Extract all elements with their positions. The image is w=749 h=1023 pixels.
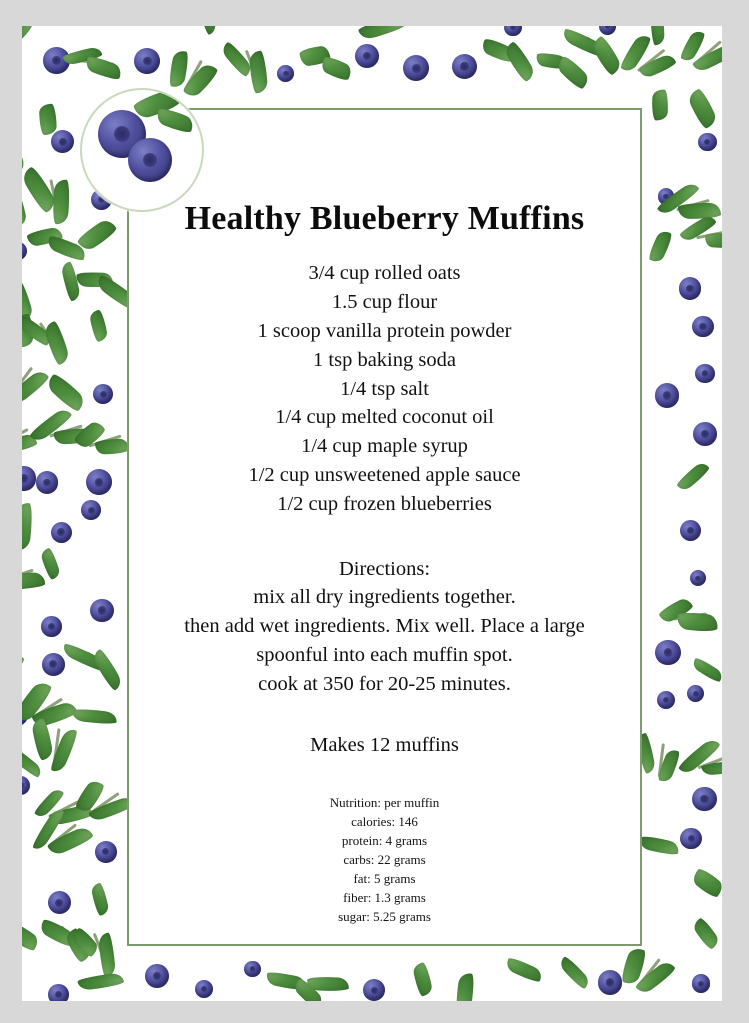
nutrition-row: protein: 4 grams [341, 833, 428, 849]
berry-icon [42, 653, 65, 676]
leaf-icon [39, 104, 56, 136]
nutrition-heading: Nutrition: per muffin [329, 795, 440, 811]
list-item: 1/2 cup frozen blueberries [277, 492, 492, 515]
leaf-icon [555, 54, 592, 92]
directions-line: cook at 350 for 20-25 minutes. [258, 672, 511, 695]
leaf-icon [22, 652, 27, 683]
nutrition-row: fiber: 1.3 grams [343, 890, 426, 906]
leaf-icon [88, 309, 107, 342]
directions-heading: Directions: [338, 557, 431, 580]
list-item: 1/2 cup unsweetened apple sauce [248, 463, 521, 486]
berry-icon [93, 384, 113, 404]
leaf-icon [91, 648, 124, 692]
berry-icon [244, 961, 260, 977]
list-item: 1/4 cup maple syrup [301, 435, 468, 458]
berry-icon [51, 522, 72, 543]
leaf-icon [412, 962, 434, 998]
page-title: Healthy Blueberry Muffins [184, 200, 585, 237]
leaf-icon [40, 547, 62, 580]
berry-icon [692, 787, 717, 812]
berry-icon [504, 26, 521, 36]
recipe-card [22, 26, 722, 1001]
nutrition-section [132, 793, 637, 926]
leaf-icon [49, 727, 80, 775]
ingredients-list [132, 259, 637, 518]
berry-icon [22, 242, 27, 260]
berry-icon [145, 964, 169, 988]
berry-icon [48, 984, 69, 1001]
leaf-icon [646, 228, 674, 264]
berry-icon [95, 841, 117, 863]
leaf-icon [678, 203, 721, 219]
berry-icon [657, 691, 675, 709]
leaf-icon [417, 26, 458, 27]
berry-icon [195, 980, 213, 998]
leaf-icon [704, 231, 722, 248]
leaf-icon [94, 439, 128, 455]
recipe-content [132, 112, 637, 942]
list-item: 1/4 tsp salt [340, 377, 429, 400]
leaf-icon [504, 955, 545, 985]
berry-icon [599, 26, 616, 35]
leaf-icon [51, 179, 71, 225]
berry-icon [655, 640, 680, 665]
leaf-icon [676, 611, 719, 634]
berry-icon [81, 500, 101, 520]
leaf-icon [650, 26, 664, 45]
leaf-icon [638, 833, 681, 857]
berry-icon [363, 979, 385, 1001]
berry-icon [134, 48, 160, 74]
berry-icon [22, 466, 36, 490]
leaf-icon [77, 973, 124, 992]
leaf-icon [72, 707, 118, 725]
leaf-icon [22, 26, 35, 48]
leaf-icon [22, 572, 46, 590]
berry-icon [598, 970, 622, 994]
nutrition-row: fat: 5 grams [353, 871, 416, 887]
leaf-icon [84, 53, 125, 82]
leaf-icon [652, 89, 669, 120]
berry-icon [277, 65, 294, 82]
leaf-icon [195, 26, 217, 36]
leaf-icon [697, 26, 722, 28]
leaf-icon [691, 656, 722, 685]
berry-icon [687, 685, 704, 702]
leaf-icon [558, 954, 593, 990]
leaf-icon [358, 26, 407, 41]
leaf-icon [319, 54, 354, 83]
nutrition-row: carbs: 22 grams [343, 852, 426, 868]
leaf-icon [553, 26, 594, 29]
berry-icon [692, 316, 714, 338]
nutrition-row: calories: 146 [351, 814, 418, 830]
berry-icon [452, 54, 477, 79]
leaf-icon [22, 127, 27, 174]
berry-icon [692, 974, 710, 992]
list-item: 3/4 cup rolled oats [308, 262, 461, 285]
berry-icon [90, 599, 114, 623]
berry-icon [693, 422, 717, 446]
list-item: 1/4 cup melted coconut oil [275, 406, 494, 429]
leaf-icon [22, 187, 28, 227]
leaf-icon [249, 50, 268, 94]
berry-icon [51, 130, 74, 153]
leaf-icon [691, 916, 721, 951]
berry-icon [48, 891, 71, 914]
berry-icon [679, 277, 702, 300]
leaf-icon [22, 502, 34, 551]
directions-line: mix all dry ingredients together. [253, 586, 516, 609]
list-item: 1.5 cup flour [331, 291, 438, 314]
berry-icon [695, 364, 715, 384]
leaf-icon [690, 866, 722, 900]
directions-line: then add wet ingredients. Mix well. Place a large [184, 615, 585, 638]
berry-icon [655, 383, 680, 408]
berry-icon [690, 570, 706, 586]
berry-icon [36, 471, 58, 493]
berry-icon [403, 55, 429, 81]
berry-icon [41, 616, 62, 637]
leaf-icon [675, 460, 711, 493]
leaf-icon [454, 972, 476, 1001]
list-item: 1 scoop vanilla protein powder [257, 319, 512, 342]
directions-line: spoonful into each muffin spot. [256, 643, 513, 666]
nutrition-row: sugar: 5.25 grams [338, 909, 431, 925]
directions-section [132, 555, 637, 699]
berry-icon [680, 520, 701, 541]
leaf-icon [700, 761, 722, 776]
leaf-icon [91, 882, 110, 916]
berry-icon [680, 828, 701, 849]
leaf-icon [22, 919, 41, 953]
leaf-icon [31, 718, 54, 761]
berry-icon [86, 469, 112, 495]
leaf-icon [686, 88, 718, 131]
berry-icon [698, 133, 716, 151]
berry-icon [22, 776, 30, 795]
leaf-icon [44, 372, 87, 415]
yield-text: Makes 12 muffins [310, 733, 459, 756]
leaf-icon [98, 932, 116, 977]
berry-icon [355, 44, 379, 68]
list-item: 1 tsp baking soda [313, 348, 456, 371]
